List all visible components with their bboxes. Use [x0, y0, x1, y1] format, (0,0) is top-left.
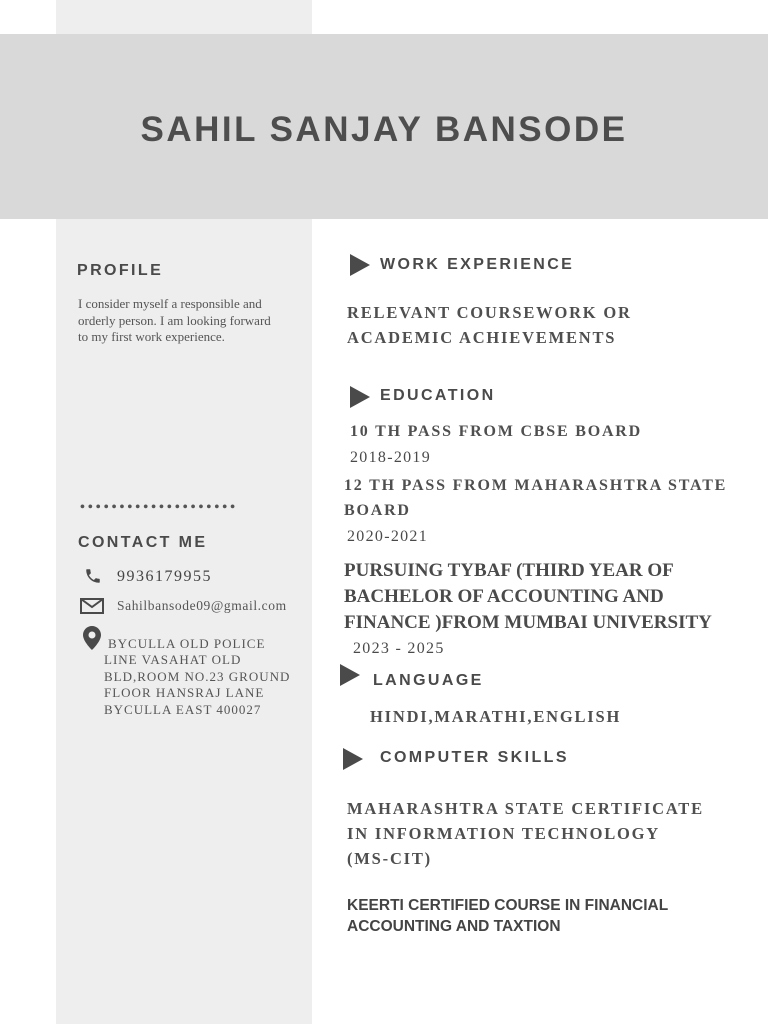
divider-dots: •••••••••••••••••••• [80, 500, 239, 515]
education-date: 2020-2021 [347, 528, 429, 545]
education-heading: EDUCATION [380, 387, 496, 404]
skill-line: IN INFORMATION TECHNOLOGY [347, 824, 660, 843]
education-item [344, 558, 712, 636]
triangle-right-icon [350, 386, 370, 408]
language-heading: LANGUAGE [373, 672, 484, 689]
map-pin-icon [83, 626, 101, 655]
education-item [344, 473, 727, 523]
language-list: HINDI,MARATHI,ENGLISH [370, 707, 622, 726]
computer-skills-heading: COMPUTER SKILLS [380, 749, 569, 766]
education-line: 12 TH PASS FROM MAHARASHTRA STATE [344, 477, 728, 494]
work-experience-heading: WORK EXPERIENCE [380, 256, 575, 273]
education-date: 2018-2019 [350, 449, 432, 466]
triangle-right-icon [350, 254, 370, 276]
work-line: RELEVANT COURSEWORK OR [347, 303, 632, 322]
envelope-icon [80, 598, 104, 619]
education-line: BACHELOR OF ACCOUNTING AND [344, 586, 664, 607]
triangle-right-icon [343, 748, 363, 770]
skill-item [347, 796, 704, 871]
skill-line: ACCOUNTING AND TAXTION [347, 918, 561, 935]
page-title: SAHIL SANJAY BANSODE [140, 110, 628, 149]
email-address: Sahilbansode09@gmail.com [117, 598, 287, 613]
education-line: PURSUING TYBAF (THIRD YEAR OF [344, 560, 674, 581]
phone-icon [83, 567, 103, 590]
triangle-right-icon [340, 664, 360, 686]
work-line: ACADEMIC ACHIEVEMENTS [347, 328, 617, 347]
phone-number: 9936179955 [117, 568, 212, 585]
skill-line: (MS-CIT) [347, 849, 432, 868]
skill-line: KEERTI CERTIFIED COURSE IN FINANCIAL [347, 897, 669, 914]
skill-item [347, 895, 668, 937]
postal-address: BYCULLA OLD POLICE LINE VASAHAT OLD BLD,ROOM NO.23 GROUND FLOOR HANSRAJ LANE BYCULLA EAST 400027 [104, 636, 291, 717]
skill-line: MAHARASHTRA STATE CERTIFICATE [347, 799, 704, 818]
profile-heading: PROFILE [77, 262, 164, 279]
work-experience-body [347, 300, 632, 350]
contact-heading: CONTACT ME [78, 534, 208, 551]
profile-text: I consider myself a responsible and orderly person. I am looking forward to my first work experience. [78, 296, 271, 344]
education-item: 10 TH PASS FROM CBSE BOARD [350, 423, 643, 440]
education-line: BOARD [344, 502, 411, 519]
education-line: FINANCE )FROM MUMBAI UNIVERSITY [344, 612, 712, 633]
education-date: 2023 - 2025 [353, 640, 445, 657]
